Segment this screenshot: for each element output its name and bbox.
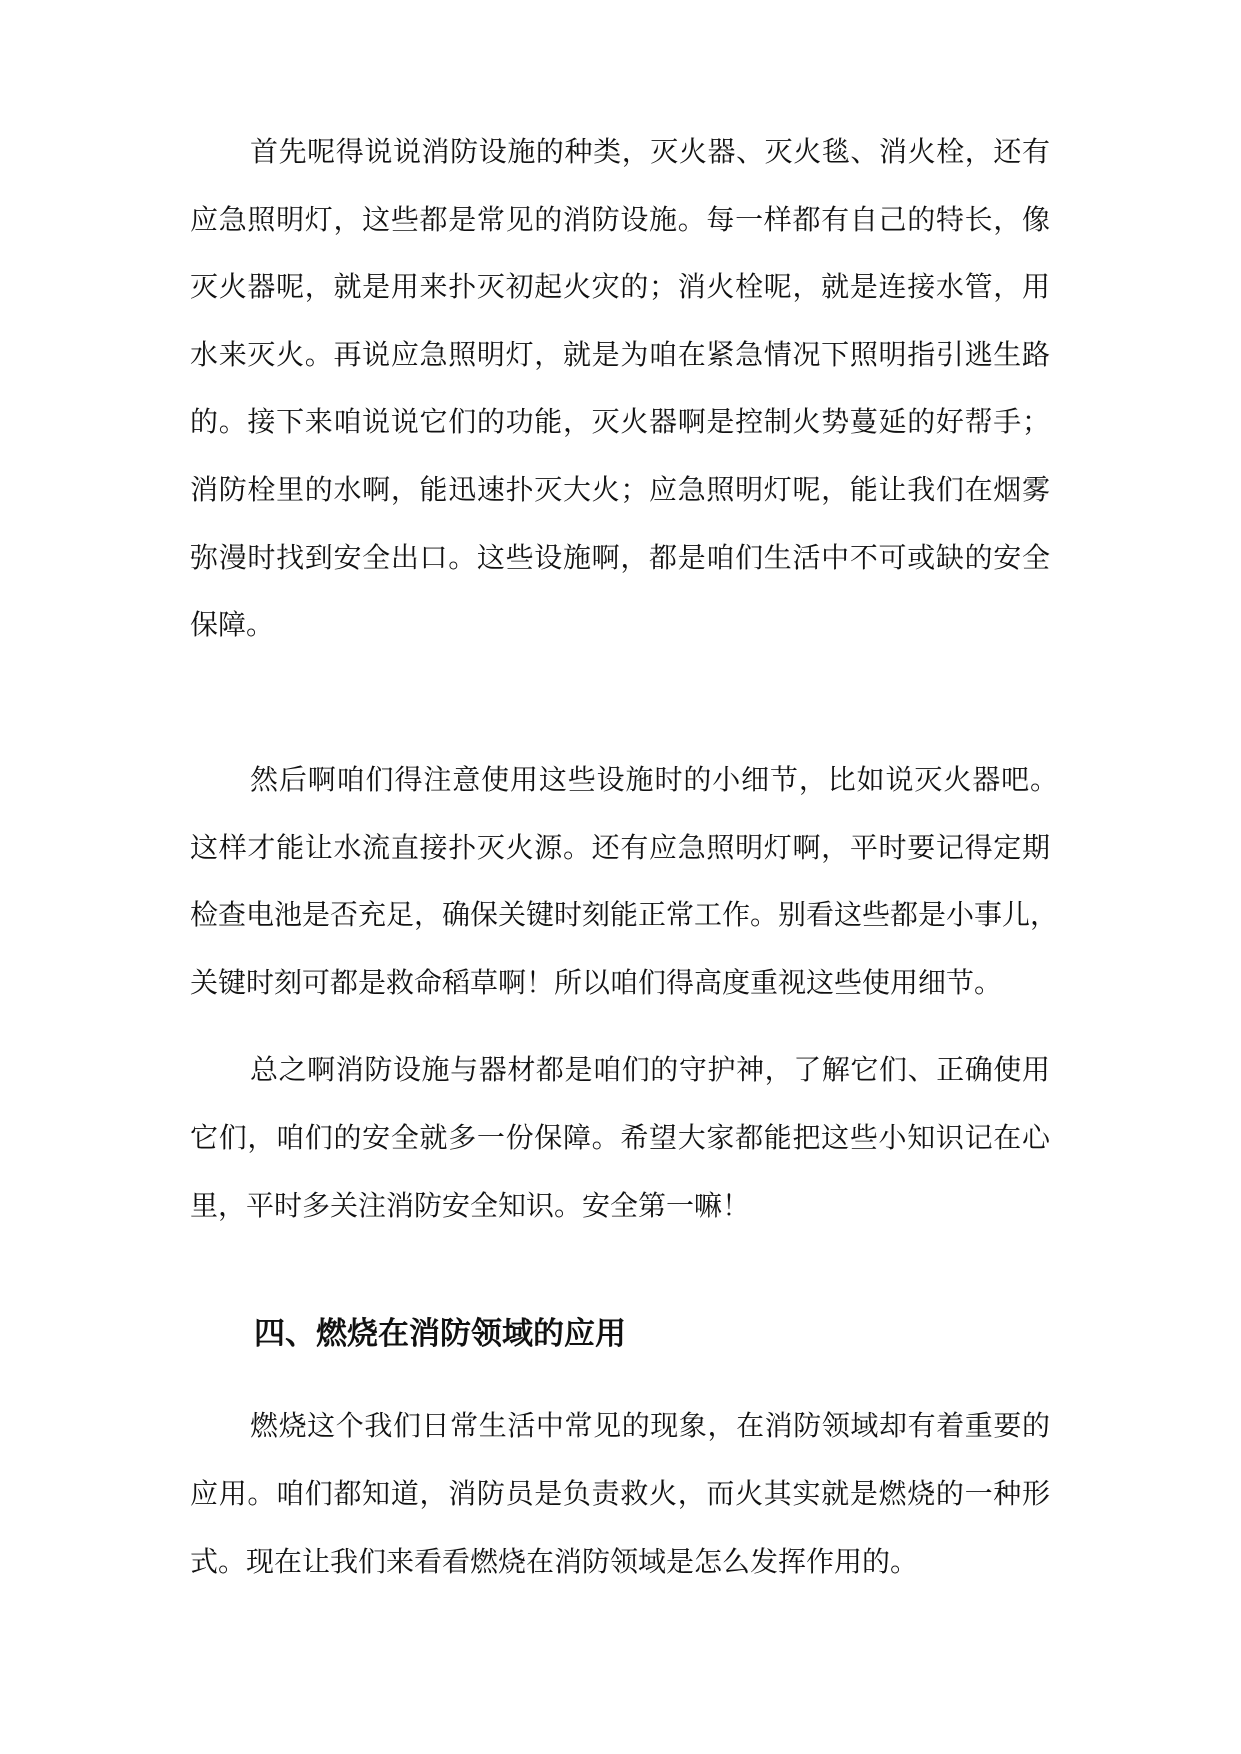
- paragraph-line: 这样才能让水流直接扑灭火源。还有应急照明灯啊，平时要记得定期: [190, 831, 1050, 864]
- paragraph-line: 关键时刻可都是救命稻草啊！所以咱们得高度重视这些使用细节。: [190, 966, 1003, 999]
- paragraph-line: 应用。咱们都知道，消防员是负责救火，而火其实就是燃烧的一种形: [190, 1477, 1050, 1510]
- section-heading: 四、燃烧在消防领域的应用: [254, 1316, 626, 1352]
- paragraph-line: 检查电池是否充足，确保关键时刻能正常工作。别看这些都是小事儿，: [190, 898, 1059, 931]
- paragraph-line: 燃烧这个我们日常生活中常见的现象，在消防领域却有着重要的: [250, 1409, 1050, 1442]
- paragraph-line: 消防栓里的水啊，能迅速扑灭大火；应急照明灯呢，能让我们在烟雾: [190, 473, 1050, 506]
- paragraph-line: 灭火器呢，就是用来扑灭初起火灾的；消火栓呢，就是连接水管，用: [190, 270, 1050, 303]
- paragraph-line: 保障。: [190, 608, 275, 641]
- paragraph-line: 里，平时多关注消防安全知识。安全第一嘛！: [190, 1189, 751, 1222]
- paragraph-line: 首先呢得说说消防设施的种类，灭火器、灭火毯、消火栓，还有: [250, 135, 1050, 168]
- paragraph-line: 弥漫时找到安全出口。这些设施啊，都是咱们生活中不可或缺的安全: [190, 541, 1050, 574]
- paragraph-line: 的。接下来咱说说它们的功能，灭火器啊是控制火势蔓延的好帮手；: [190, 405, 1050, 438]
- paragraph-line: 应急照明灯，这些都是常见的消防设施。每一样都有自己的特长，像: [190, 203, 1050, 236]
- paragraph-line: 然后啊咱们得注意使用这些设施时的小细节，比如说灭火器吧。: [250, 763, 1058, 796]
- paragraph-line: 式。现在让我们来看看燃烧在消防领域是怎么发挥作用的。: [190, 1545, 919, 1578]
- paragraph-line: 总之啊消防设施与器材都是咱们的守护神，了解它们、正确使用: [250, 1053, 1050, 1086]
- paragraph-line: 它们，咱们的安全就多一份保障。希望大家都能把这些小知识记在心: [190, 1121, 1050, 1154]
- paragraph-line: 水来灭火。再说应急照明灯，就是为咱在紧急情况下照明指引逃生路: [190, 338, 1050, 371]
